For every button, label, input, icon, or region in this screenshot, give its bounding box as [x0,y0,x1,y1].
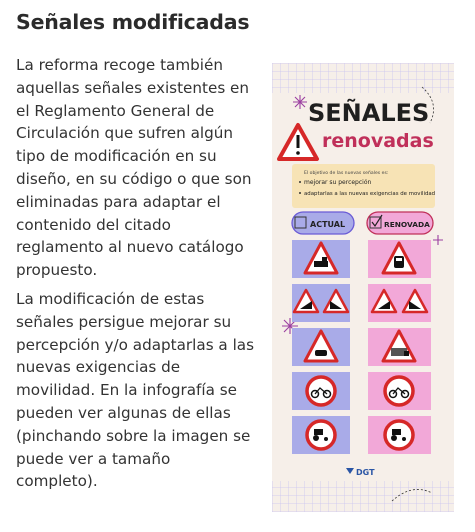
objective-item-2: adaptarlas a las nuevas exigencias de movilidad [304,191,436,197]
svg-text:DGT: DGT [356,468,375,477]
infographic-image-link[interactable] [272,63,454,512]
objective-item-1: mejorar su percepción [304,179,372,186]
infographic-title: SEÑALES [308,99,430,127]
paragraph-intro: La reforma recoge también aquellas señales existentes en el Reglamento General de Circulación que sufren algún tipo de modificación en su diseño, en su código o que son eliminadas para adaptar el contenido del citado reglamento al nuevo catálogo propuesto. [16,56,252,280]
infographic-subtitle: renovadas [322,130,434,152]
no-tractors-renewed-sign-icon [385,421,413,449]
infographic [272,63,454,512]
no-bicycles-renewed-sign-icon [385,377,413,405]
column-actual-label: ACTUAL [310,220,346,229]
no-tractors-sign-icon [307,421,335,449]
column-renovada-label: RENOVADA [384,220,430,229]
paragraph-modification: La modificación de estas señales persigue mejorar su percepción y/o adaptarlas a las nuevas exigencias de movilidad. En la infografía se pueden ver algunas de ellas (pinchando sobre la imagen se puede ver a tamaño completo). [16,290,255,491]
objective-heading: El objetivo de las nuevas señales es: [304,171,389,176]
section-heading: Señales modificadas [16,10,250,34]
no-bicycles-sign-icon [307,377,335,405]
